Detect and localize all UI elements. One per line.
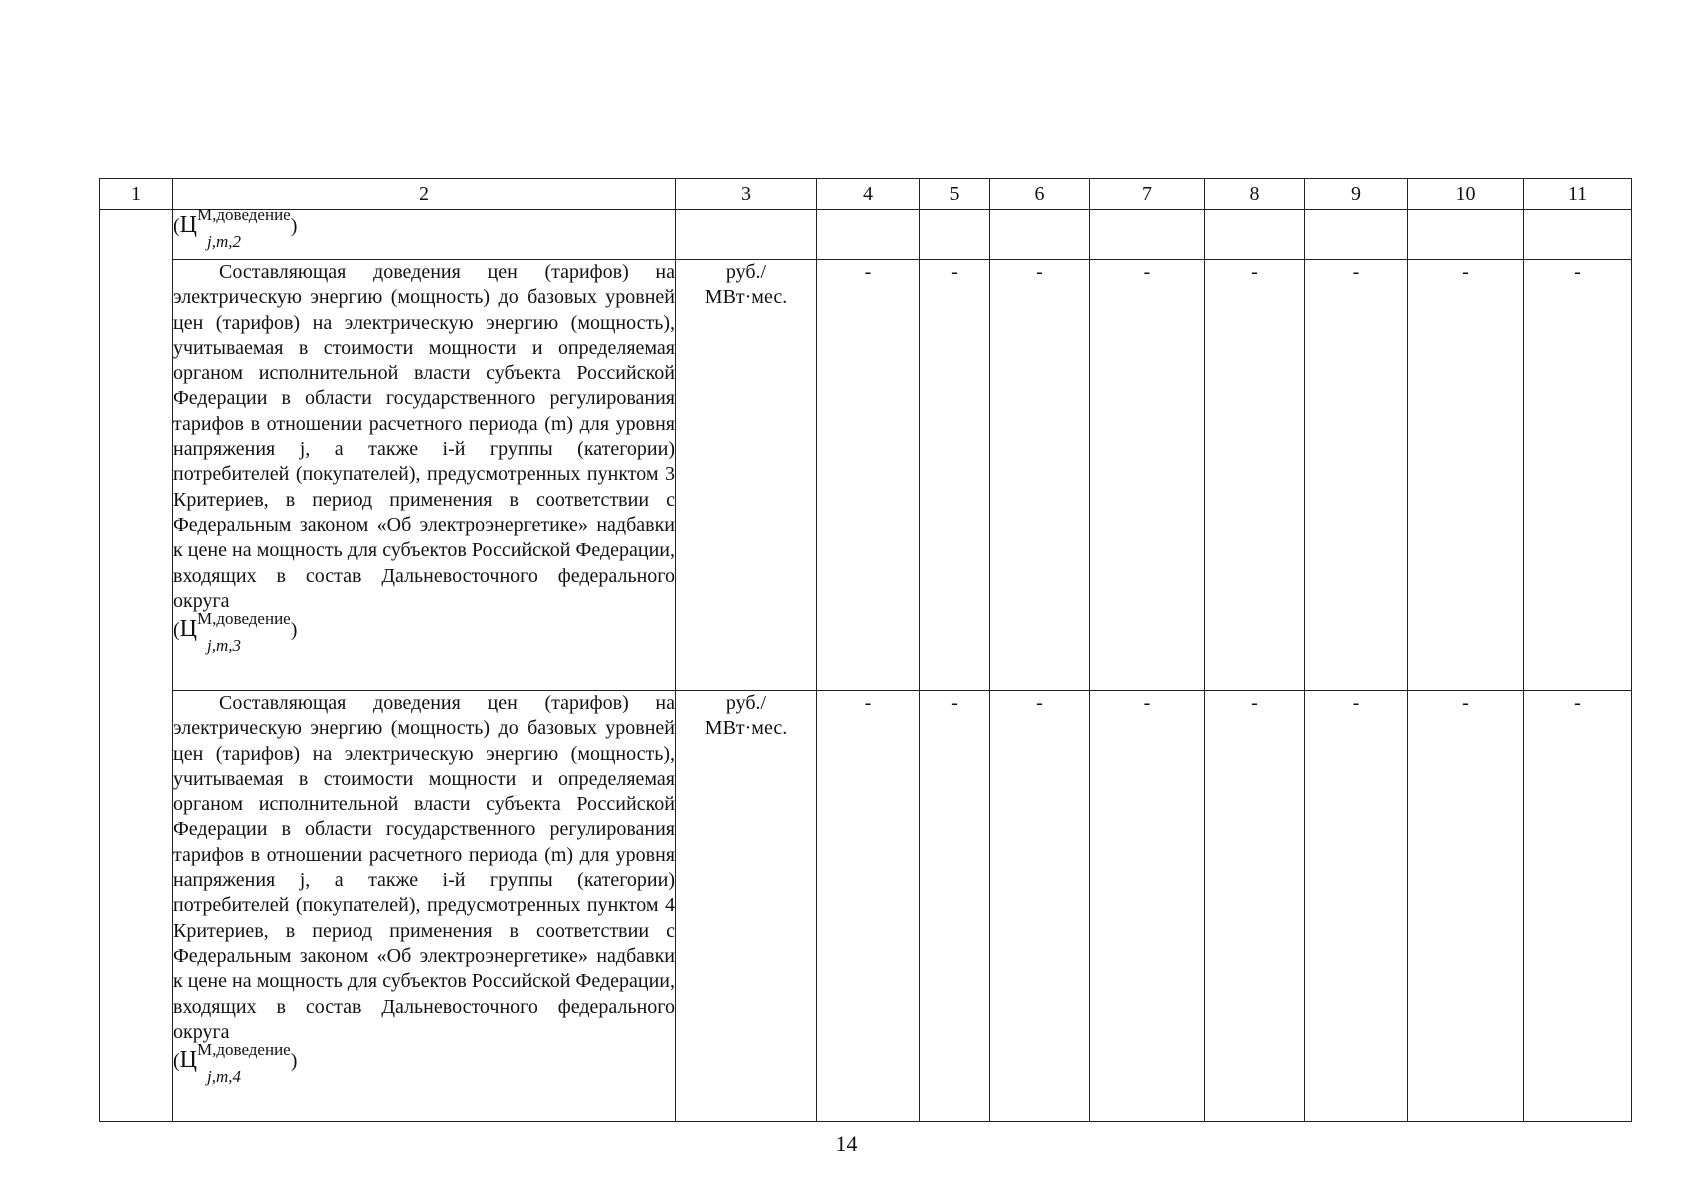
column-number: 8 — [1205, 179, 1305, 210]
value-cell: - — [817, 260, 920, 691]
formula-base: Ц — [179, 212, 198, 238]
value-cell: - — [990, 260, 1090, 691]
value-cell — [1090, 210, 1205, 260]
formula-base: Ц — [179, 1047, 198, 1074]
value-cell: - — [1408, 260, 1524, 691]
column-number-row — [100, 179, 1632, 210]
formula-base: Ц — [179, 616, 198, 643]
unit-text: руб./ — [725, 692, 767, 714]
value-cell: - — [817, 691, 920, 1122]
formula-paren: ( — [173, 1050, 180, 1073]
unit-text: МВт·мес. — [704, 717, 788, 740]
value-cell: - — [990, 691, 1090, 1122]
column-number: 9 — [1305, 179, 1408, 210]
table-row — [100, 210, 1632, 260]
unit-cell — [676, 260, 817, 691]
column-number: 11 — [1524, 179, 1632, 210]
description-cell — [173, 205, 676, 260]
unit-text: руб./ — [725, 261, 767, 283]
formula-subscript: j,m,4 — [207, 1067, 241, 1087]
value-cell: - — [1205, 260, 1305, 691]
value-cell — [1524, 210, 1632, 260]
description-text: Составляющая доведения цен (тарифов) на электрическую энергию (мощность) до базовых уровней цен (тарифов) на электрическую энергию (мощность), учитываемая в стоимости мощности и определяемая органом исполнительной власти субъекта Российской Федерации в области государственного регулирования тарифов в отношении расчетного периода (m) для уровня напряжения j, а также i-й группы (категории) потребителей (покупателей), предусмотренных пунктом 3 Критериев, в период применения в соответствии с Федеральным законом «Об электроэнергетике» надбавки к цене на мощность для субъектов Российской Федерации, входящих в состав Дальневосточного федерального округа — [173, 261, 675, 612]
column-number: 10 — [1408, 179, 1524, 210]
value-cell — [817, 210, 920, 260]
formula-superscript: М,доведение — [197, 609, 291, 629]
page-number: 14 — [835, 1131, 858, 1156]
description-text: Составляющая доведения цен (тарифов) на электрическую энергию (мощность) до базовых уровней цен (тарифов) на электрическую энергию (мощность), учитываемая в стоимости мощности и определяемая органом исполнительной власти субъекта Российской Федерации в области государственного регулирования тарифов в отношении расчетного периода (m) для уровня напряжения j, а также i-й группы (категории) потребителей (покупателей), предусмотренных пунктом 4 Критериев, в период применения в соответствии с Федеральным законом «Об электроэнергетике» надбавки к цене на мощность для субъектов Российской Федерации, входящих в состав Дальневосточного федерального округа — [173, 692, 675, 1043]
value-cell: - — [1090, 691, 1205, 1122]
value-cell: - — [1305, 691, 1408, 1122]
value-cell — [1305, 210, 1408, 260]
value-cell — [920, 210, 990, 260]
formula-paren: ) — [290, 1050, 298, 1073]
formula-symbol — [173, 205, 298, 251]
value-cell: - — [1305, 260, 1408, 691]
value-cell: - — [1524, 260, 1632, 691]
column-number: 2 — [173, 179, 676, 210]
unit-cell — [676, 210, 817, 260]
column-number: 4 — [817, 179, 920, 210]
unit-cell — [676, 691, 817, 1122]
formula-symbol — [173, 1040, 298, 1087]
formula-subscript: j,m,3 — [207, 636, 241, 656]
value-cell: - — [1408, 691, 1524, 1122]
value-cell: - — [1205, 691, 1305, 1122]
formula-symbol — [173, 609, 298, 656]
formula-superscript: М,доведение — [197, 1040, 291, 1060]
formula-paren: ( — [173, 619, 180, 642]
formula-subscript: j,m,2 — [207, 232, 241, 251]
column-number: 6 — [990, 179, 1090, 210]
column-number: 1 — [100, 179, 173, 210]
column-number: 7 — [1090, 179, 1205, 210]
tariff-table — [99, 178, 1632, 1122]
value-cell: - — [1524, 691, 1632, 1122]
formula-paren: ) — [290, 215, 298, 237]
value-cell: - — [1090, 260, 1205, 691]
value-cell — [990, 210, 1090, 260]
column-number: 3 — [676, 179, 817, 210]
value-cell — [1205, 210, 1305, 260]
column-number: 5 — [920, 179, 990, 210]
formula-paren: ( — [173, 215, 180, 237]
formula-paren: ) — [290, 619, 298, 642]
description-cell — [173, 260, 676, 691]
unit-text: МВт·мес. — [704, 286, 788, 309]
value-cell: - — [920, 260, 990, 691]
value-cell — [1408, 210, 1524, 260]
table-row — [100, 260, 1632, 691]
description-cell — [173, 691, 676, 1122]
table-row — [100, 691, 1632, 1122]
formula-superscript: М,доведение — [197, 205, 291, 224]
value-cell: - — [920, 691, 990, 1122]
row-index-cell — [100, 210, 173, 1122]
